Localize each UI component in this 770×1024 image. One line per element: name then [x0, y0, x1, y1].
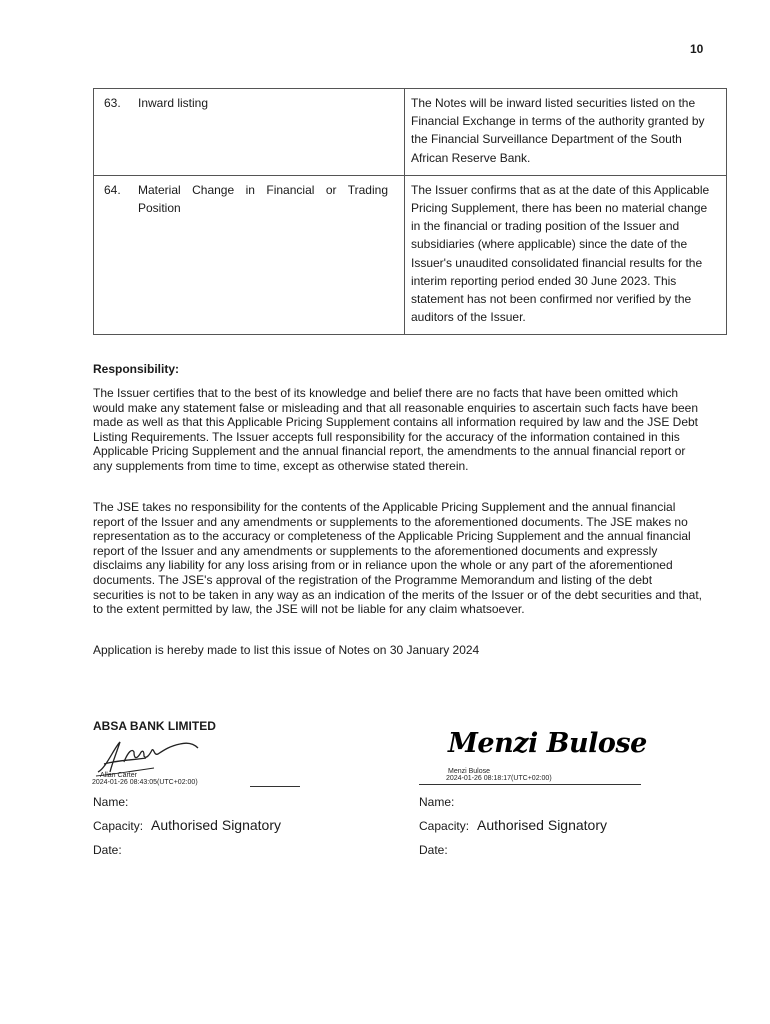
item-number: 63.: [104, 96, 121, 110]
left-signature-line: [250, 786, 300, 787]
company-name: ABSA BANK LIMITED: [93, 719, 216, 733]
table-row: [94, 89, 727, 176]
capacity-label: Capacity:: [93, 819, 144, 833]
item-title: Inward listing: [138, 96, 209, 110]
name-label: Name:: [93, 795, 129, 809]
responsibility-paragraph-2: The JSE takes no responsibility for the contents of the Applicable Pricing Supplement and the annual financial report of the Issuer and any amendments or supplements to the aforementioned documents. The JSE makes no representation as to the accuracy or completeness of the Applicable Pricing Supplement and the annual financial report of the Issuer and any amendments or supplements to the aforementioned documents and expressly disclaims any liability for any loss arising from or in reliance upon the whole or any part of the aforementioned documents. The JSE's approval of the registration of the Programme Memorandum and listing of the debt securities is not to be taken in any way as an indication of the merits of the Issuer or of the debt securities and that, to the extent permitted by law, the JSE will not be liable for any claim whatsoever.: [93, 500, 702, 617]
right-capacity-field: [419, 817, 607, 833]
responsibility-paragraph-1: The Issuer certifies that to the best of its knowledge and belief there are no facts that have been omitted which would make any statement false or misleading and that all reasonable enquiries to ascertain such facts have been made as well as that this Applicable Pricing Supplement contains all information required by law and the JSE Debt Listing Requirements. The Issuer accepts full responsibility for the accuracy of the information contained in this Applicable Pricing Supplement and the annual financial report, the amendments to the annual financial report or any supplements from time to time, except as otherwise stated therein.: [93, 386, 699, 473]
right-signature-stamp: 2024-01-26 08:18:17(UTC+02:00): [446, 775, 552, 782]
capacity-value: Authorised Signatory: [151, 817, 281, 833]
item-number: 64.: [104, 182, 121, 197]
left-date-field: [93, 843, 122, 857]
right-signer-name: Menzi Bulose: [448, 768, 491, 775]
item-text: The Issuer confirms that as at the date of this Applicable Pricing Supplement, there has been no material change in the financial or trading position of the Issuer and subsidiaries (where applicable) since the date of the Issuer's unaudited consolidated financial results for the interim reporting period ended 30 June 2023. This statement has not been confirmed nor verified by the auditors of the Issuer.: [405, 175, 727, 335]
left-capacity-field: [93, 817, 281, 833]
item-label-cell: [94, 89, 405, 176]
table-row: [94, 175, 727, 335]
terms-table: [93, 88, 727, 335]
date-label: Date:: [93, 843, 122, 857]
capacity-value: Authorised Signatory: [477, 817, 607, 833]
page-number: 10: [690, 42, 704, 56]
application-statement: Application is hereby made to list this issue of Notes on 30 January 2024: [93, 643, 480, 657]
right-date-field: [419, 843, 448, 857]
responsibility-heading: Responsibility:: [93, 362, 180, 376]
item-text: The Notes will be inward listed securities listed on the Financial Exchange in terms of the authority granted by the Financial Surveillance Department of the South African Reserve Bank.: [405, 89, 727, 176]
left-name-field: [93, 795, 128, 809]
item-title: Material Change in Financial or Trading Position: [138, 182, 388, 216]
date-label: Date:: [419, 843, 448, 857]
left-signature-stamp: 2024-01-26 08:43:05(UTC+02:00): [92, 779, 198, 786]
name-label: Name:: [419, 795, 455, 809]
right-name-field: [419, 795, 454, 809]
right-signature-line: [419, 784, 641, 785]
right-signature-script: Menzi Bulose: [448, 728, 647, 759]
left-signer-name: Allan Carter: [100, 772, 137, 779]
item-label-cell: [94, 175, 405, 335]
capacity-label: Capacity:: [419, 819, 470, 833]
